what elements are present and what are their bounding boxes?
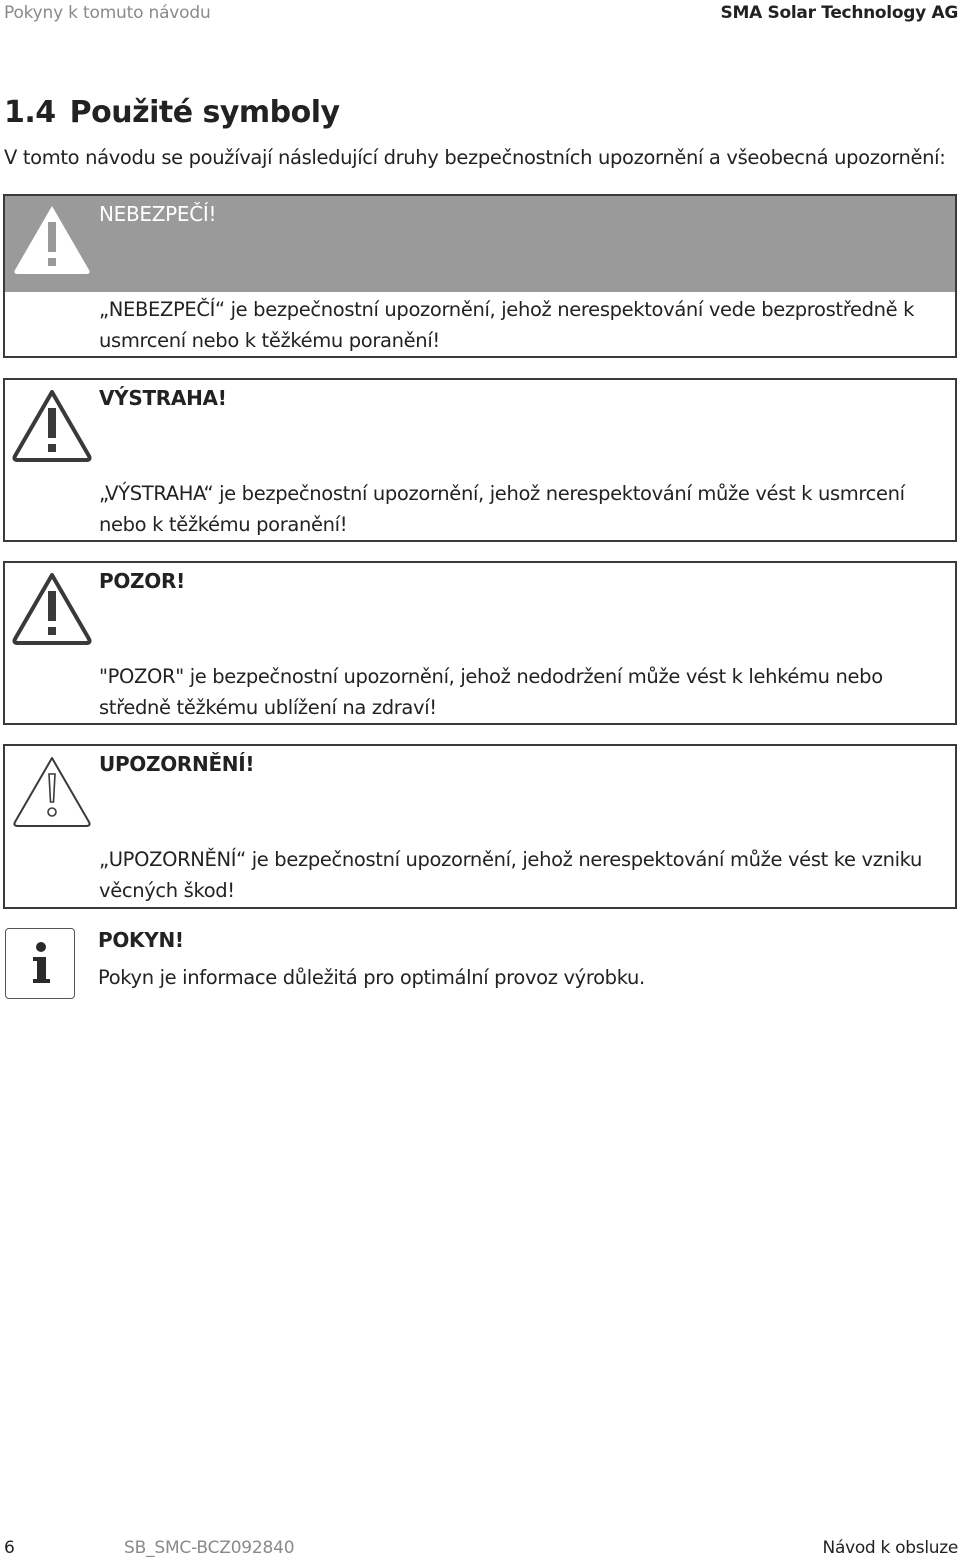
notice-title: UPOZORNĚNÍ! (99, 752, 255, 776)
info-description: Pokyn je informace důležitá pro optimální provoz výrobku. (98, 966, 645, 989)
info-icon (5, 928, 75, 999)
section-heading (4, 95, 340, 130)
danger-description: „NEBEZPEČÍ“ je bezpečnostní upozornění, jehož nerespektování vede bezprostředně k usmrcení nebo k těžkému poranění! (99, 298, 915, 352)
section-intro: V tomto návodu se používají následující druhy bezpečnostních upozornění a všeobecná upozornění: (4, 146, 946, 169)
warning-title: VÝSTRAHA! (99, 386, 227, 410)
document-id: SB_SMC-BCZ092840 (124, 1538, 295, 1558)
running-header-company: SMA Solar Technology AG (720, 3, 958, 23)
warning-notice (3, 378, 957, 542)
section-number: 1.4 (4, 95, 56, 130)
warning-outline-triangle-icon (11, 752, 93, 828)
warning-triangle-icon (11, 200, 93, 276)
danger-notice (3, 194, 957, 358)
caution-title: POZOR! (99, 569, 185, 593)
warning-description: „VÝSTRAHA“ je bezpečnostní upozornění, jehož nerespektování může vést k usmrcení nebo k těžkému poranění! (99, 482, 905, 536)
caution-notice-header (5, 563, 955, 658)
info-title: POKYN! (98, 928, 184, 952)
warning-notice-header (5, 380, 955, 475)
document-type: Návod k obsluze (822, 1538, 958, 1558)
page-number: 6 (4, 1538, 15, 1558)
caution-notice (3, 561, 957, 725)
danger-title: NEBEZPEČÍ! (99, 202, 217, 226)
warning-triangle-icon (11, 386, 93, 462)
notice-notice (3, 744, 957, 909)
section-title: Použité symboly (69, 95, 340, 130)
running-header-section: Pokyny k tomuto návodu (4, 3, 211, 23)
notice-notice-header (5, 746, 955, 841)
notice-description: „UPOZORNĚNÍ“ je bezpečnostní upozornění, jehož nerespektování může vést ke vzniku věcných škod! (99, 848, 923, 902)
info-glyph-icon (6, 929, 73, 997)
warning-triangle-icon (11, 569, 93, 645)
caution-description: "POZOR" je bezpečnostní upozornění, jehož nedodržení může vést k lehkému nebo středně těžkému ublížení na zdraví! (99, 665, 883, 719)
danger-notice-header (5, 196, 955, 292)
